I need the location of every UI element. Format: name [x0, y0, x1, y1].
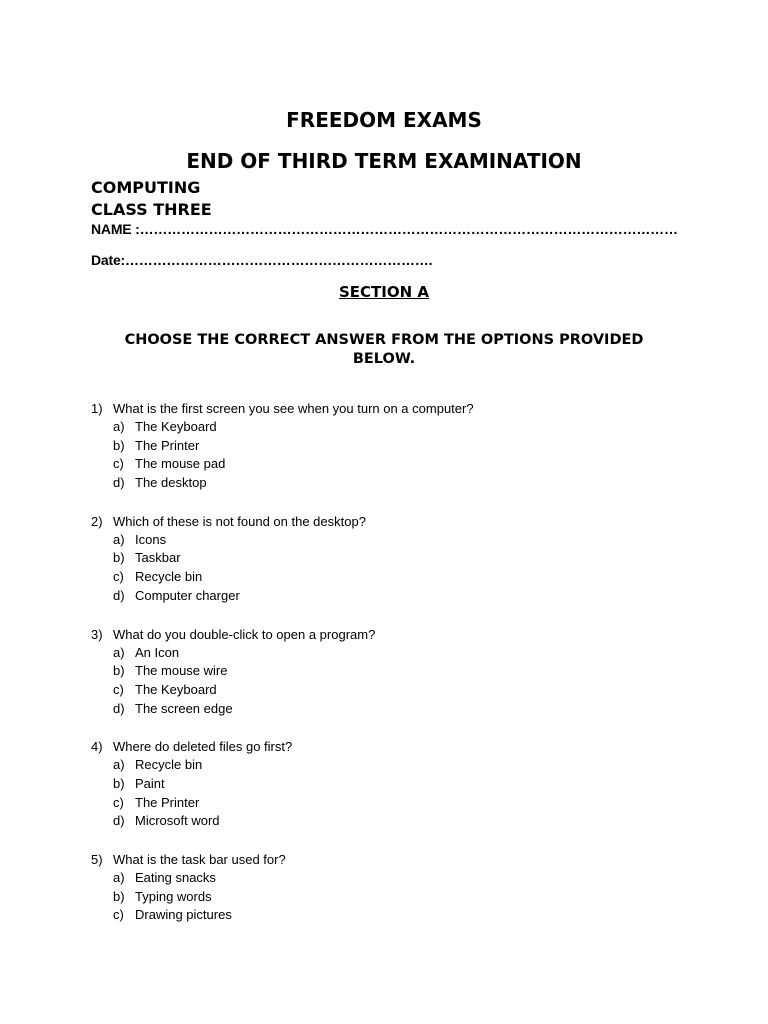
option-letter: b): [113, 663, 125, 679]
answer-option: [91, 418, 691, 437]
question-number: 1): [91, 401, 103, 416]
option-text: The Keyboard: [135, 681, 217, 697]
option-letter: b): [113, 550, 125, 566]
option-text: Taskbar: [135, 550, 181, 566]
option-text: An Icon: [135, 644, 180, 660]
option-text: Typing words: [135, 888, 212, 904]
question-line: [91, 512, 691, 531]
option-text: The desktop: [135, 475, 207, 491]
question-number: 3): [91, 626, 103, 642]
section-title: SECTION A: [338, 283, 429, 301]
question-text: What is the first screen you see when you turn on a computer?: [113, 401, 474, 416]
answer-option: [91, 906, 691, 925]
answer-option: [91, 794, 691, 813]
question-text: Which of these is not found on the desktop?: [113, 513, 366, 529]
option-letter: d): [113, 587, 125, 603]
answer-option: [91, 587, 691, 606]
answer-option: [91, 474, 691, 493]
subject-heading: COMPUTING: [91, 178, 201, 197]
question-line: [91, 625, 691, 644]
question-number: 4): [91, 739, 103, 755]
option-text: The Printer: [135, 437, 200, 453]
option-text: Paint: [135, 775, 165, 791]
option-letter: c): [113, 456, 124, 472]
option-text: Recycle bin: [135, 757, 203, 773]
exam-title: END OF THIRD TERM EXAMINATION: [186, 149, 582, 173]
answer-option: [91, 549, 691, 568]
option-letter: a): [113, 419, 125, 434]
option-letter: c): [113, 907, 124, 923]
option-letter: c): [113, 794, 124, 810]
option-text: The mouse pad: [135, 456, 226, 472]
answer-option: [91, 869, 691, 888]
answer-option: [91, 700, 691, 719]
answer-option: [91, 662, 691, 681]
option-letter: a): [113, 757, 125, 773]
name-line: NAME :………………………………………………………………………………………………………: [91, 221, 678, 237]
question-text: What do you double-click to open a program?: [113, 626, 376, 642]
option-letter: b): [113, 437, 125, 453]
answer-option: [91, 775, 691, 794]
answer-option: [91, 455, 691, 474]
option-letter: d): [113, 700, 125, 716]
question-number: 5): [91, 852, 103, 867]
option-letter: b): [113, 775, 125, 791]
question-3: [91, 625, 691, 719]
question-5: [91, 850, 691, 925]
question-line: [91, 399, 691, 418]
option-letter: a): [113, 531, 125, 547]
class-heading: CLASS THREE: [91, 200, 212, 219]
option-text: Microsoft word: [135, 813, 220, 829]
question-1: [91, 399, 691, 493]
answer-option: [91, 644, 691, 663]
exam-board-title: FREEDOM EXAMS: [286, 108, 482, 132]
question-line: [91, 737, 691, 756]
option-letter: c): [113, 569, 124, 585]
option-letter: a): [113, 870, 125, 885]
option-letter: b): [113, 888, 125, 904]
option-letter: a): [113, 644, 125, 660]
answer-option: [91, 531, 691, 550]
answer-option: [91, 888, 691, 907]
answer-option: [91, 812, 691, 831]
option-text: Icons: [135, 531, 167, 547]
question-text: What is the task bar used for?: [113, 852, 286, 867]
option-text: Recycle bin: [135, 569, 203, 585]
option-text: The Keyboard: [135, 419, 217, 434]
option-text: Eating snacks: [135, 870, 216, 885]
question-text: Where do deleted files go first?: [113, 739, 293, 755]
option-letter: d): [113, 475, 125, 491]
date-line: Date:………………………………………………………….: [91, 252, 433, 268]
question-list: [91, 399, 691, 944]
option-text: Computer charger: [135, 587, 240, 603]
answer-option: [91, 437, 691, 456]
option-letter: c): [113, 681, 124, 697]
question-line: [91, 850, 691, 869]
option-letter: d): [113, 813, 125, 829]
answer-option: [91, 681, 691, 700]
instruction-text: CHOOSE THE CORRECT ANSWER FROM THE OPTIONS PROVIDED BELOW.: [124, 332, 644, 367]
question-2: [91, 512, 691, 606]
option-text: The Printer: [135, 794, 200, 810]
option-text: The mouse wire: [135, 663, 228, 679]
option-text: Drawing pictures: [135, 907, 232, 923]
question-4: [91, 737, 691, 831]
question-number: 2): [91, 513, 103, 529]
answer-option: [91, 756, 691, 775]
option-text: The screen edge: [135, 700, 233, 716]
answer-option: [91, 568, 691, 587]
